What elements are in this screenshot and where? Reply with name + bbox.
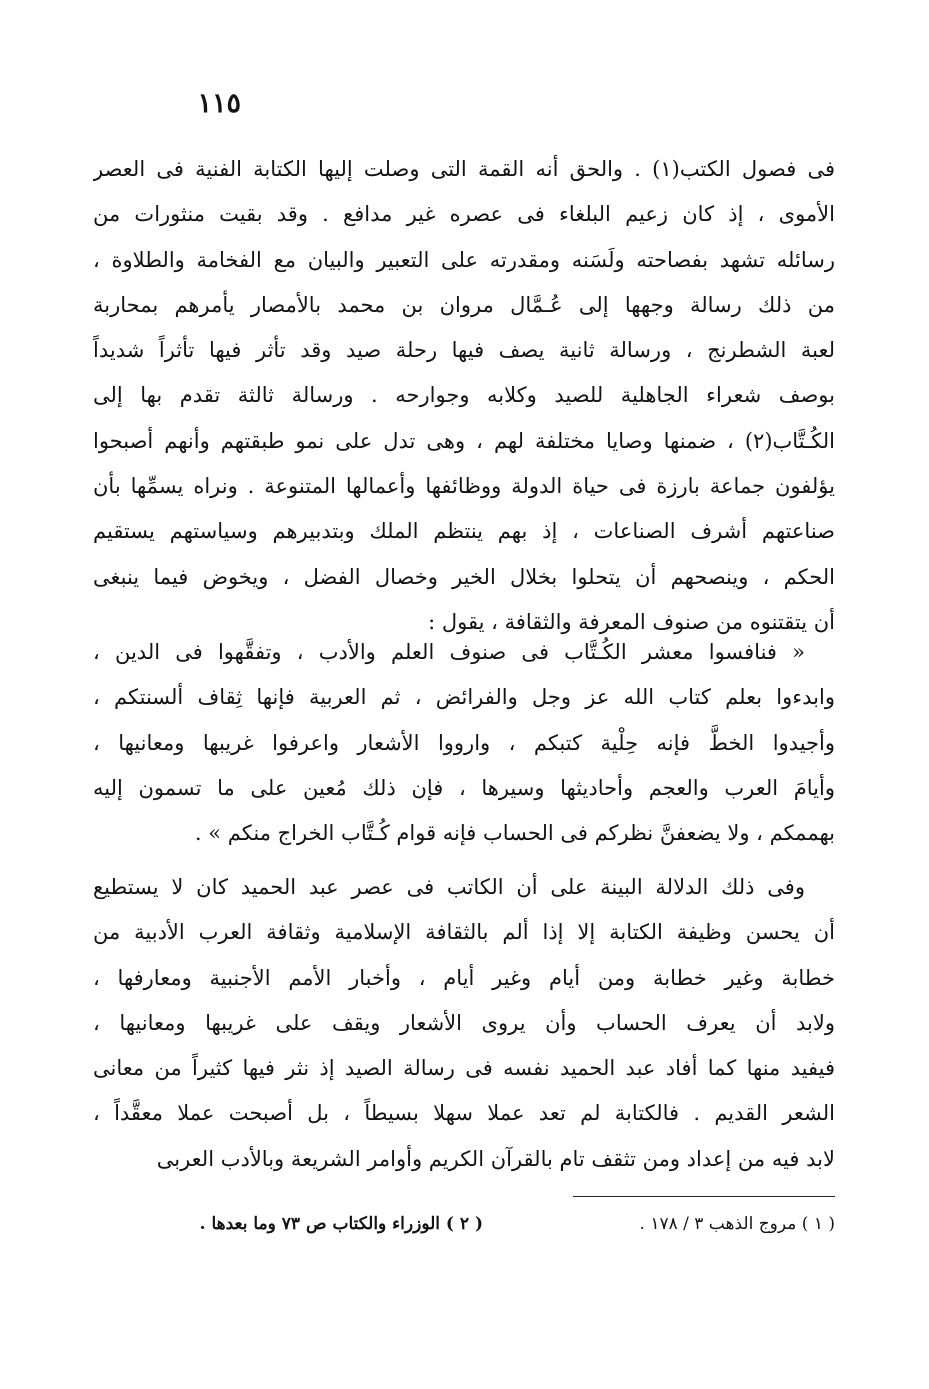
page-number: ١١٥ [197,88,241,119]
text-line: الشعر القديم . فالكتابة لم تعد عملا سهلا بسيطاً ، بل أصبحت عملا معقَّداً ، [93,1101,835,1126]
text-line: أن يتقتنوه من صنوف المعرفة والثقافة ، يقول : [428,609,835,634]
quote-line: وابدءوا بعلم كتاب الله عز وجل والفرائض ، ثم العربية فإنها ثِقاف ألسنتكم ، [93,685,835,710]
text-line: صناعتهم أشرف الصناعات ، إذ بهم ينتظم الملك وبتدبيرهم وسياستهم يستقيم [93,519,835,544]
text-line: يؤلفون جماعة بارزة فى حياة الدولة ووظائفها وأعمالها المتنوعة . ونراه يسمِّها بأن [93,474,835,499]
text-line: الأموى ، إذ كان زعيم البلغاء فى عصره غير مدافع . وقد بقيت منثورات من [93,202,835,227]
text-line: بوصف شعراء الجاهلية للصيد وكلابه وجوارحه . ورسالة ثالثة تقدم بها إلى [93,383,835,408]
text-line: خطابة وغير خطابة ومن أيام وغير أيام ، وأخبار الأمم الأجنبية ومعارفها ، [93,965,835,990]
text-line: لعبة الشطرنج ، ورسالة ثانية يصف فيها رحلة صيد وقد تأثر فيها تأثراً شديداً [93,338,835,363]
text-line: لابد فيه من إعداد ومن تثقف تام بالقرآن الكريم وأوامر الشريعة وبالأدب العربى [156,1146,835,1171]
footnotes [93,1214,835,1254]
text-line: فى فصول الكتب(١) . والحق أنه القمة التى وصلت إليها الكتابة الفنية فى العصر [93,157,835,181]
paragraph-1 [93,147,835,645]
text-line: رسائله تشهد بفصاحته ولَسَنه ومقدرته على التعبير والبيان مع الفخامة والطلاوة ، [93,247,835,272]
quote-line: « فنافسوا معشر الكُـتَّاب فى صنوف العلم والأدب ، وتفقَّهوا فى الدين ، [93,640,805,664]
text-line: فيفيد منها كما أفاد عبد الحميد نفسه فى رسالة الصيد إذ نثر فيها كثيراً من معانى [93,1056,835,1081]
text-line: الحكم ، وينصحهم أن يتحلوا بخلال الخير وخصال الفضل ، ويخوض فيما ينبغى [93,564,835,589]
footnote-2: ( ٢ ) الوزراء والكتاب ص ٧٣ وما بعدها . [199,1214,483,1234]
text-line: الكُـتَّاب(٢) ، ضمنها وصايا مختلفة لهم ، وهى تدل على نمو طبقتهم وأنهم أصبحوا [93,428,835,453]
text-line: من ذلك رسالة وجهها إلى عُـمَّال مروان بن محمد بالأمصار يأمرهم بمحاربة [93,292,835,317]
text-line: أن يحسن وظيفة الكتابة إلا إذا ألم بالثقافة الإسلامية وثقافة العرب الأدبية من [93,920,835,945]
quote-line: وأجيدوا الخطَّ فإنه حِلْية كتبكم ، وارووا الأشعار واعرفوا غريبها ومعانيها ، [93,730,835,755]
text-line: وفى ذلك الدلالة البينة على أن الكاتب فى عصر عبد الحميد كان لا يستطيع [93,875,805,899]
quote-line: وأيامَ العرب والعجم وأحاديثها وسيرها ، فإن ذلك مُعين على ما تسمون إليه [93,775,835,800]
quote-line: بهممكم ، ولا يضعفنَّ نظركم فى الحساب فإنه قوام كُـتَّاب الخراج منكم » . [194,821,835,846]
quotation-block [93,630,835,856]
paragraph-2 [93,865,835,1182]
text-line: ولابد أن يعرف الحساب وأن يروى الأشعار ويقف على غريبها ومعانيها ، [93,1010,835,1035]
footnote-divider [573,1196,835,1197]
footnote-1: ( ١ ) مروج الذهب ٣ / ١٧٨ . [639,1214,835,1234]
